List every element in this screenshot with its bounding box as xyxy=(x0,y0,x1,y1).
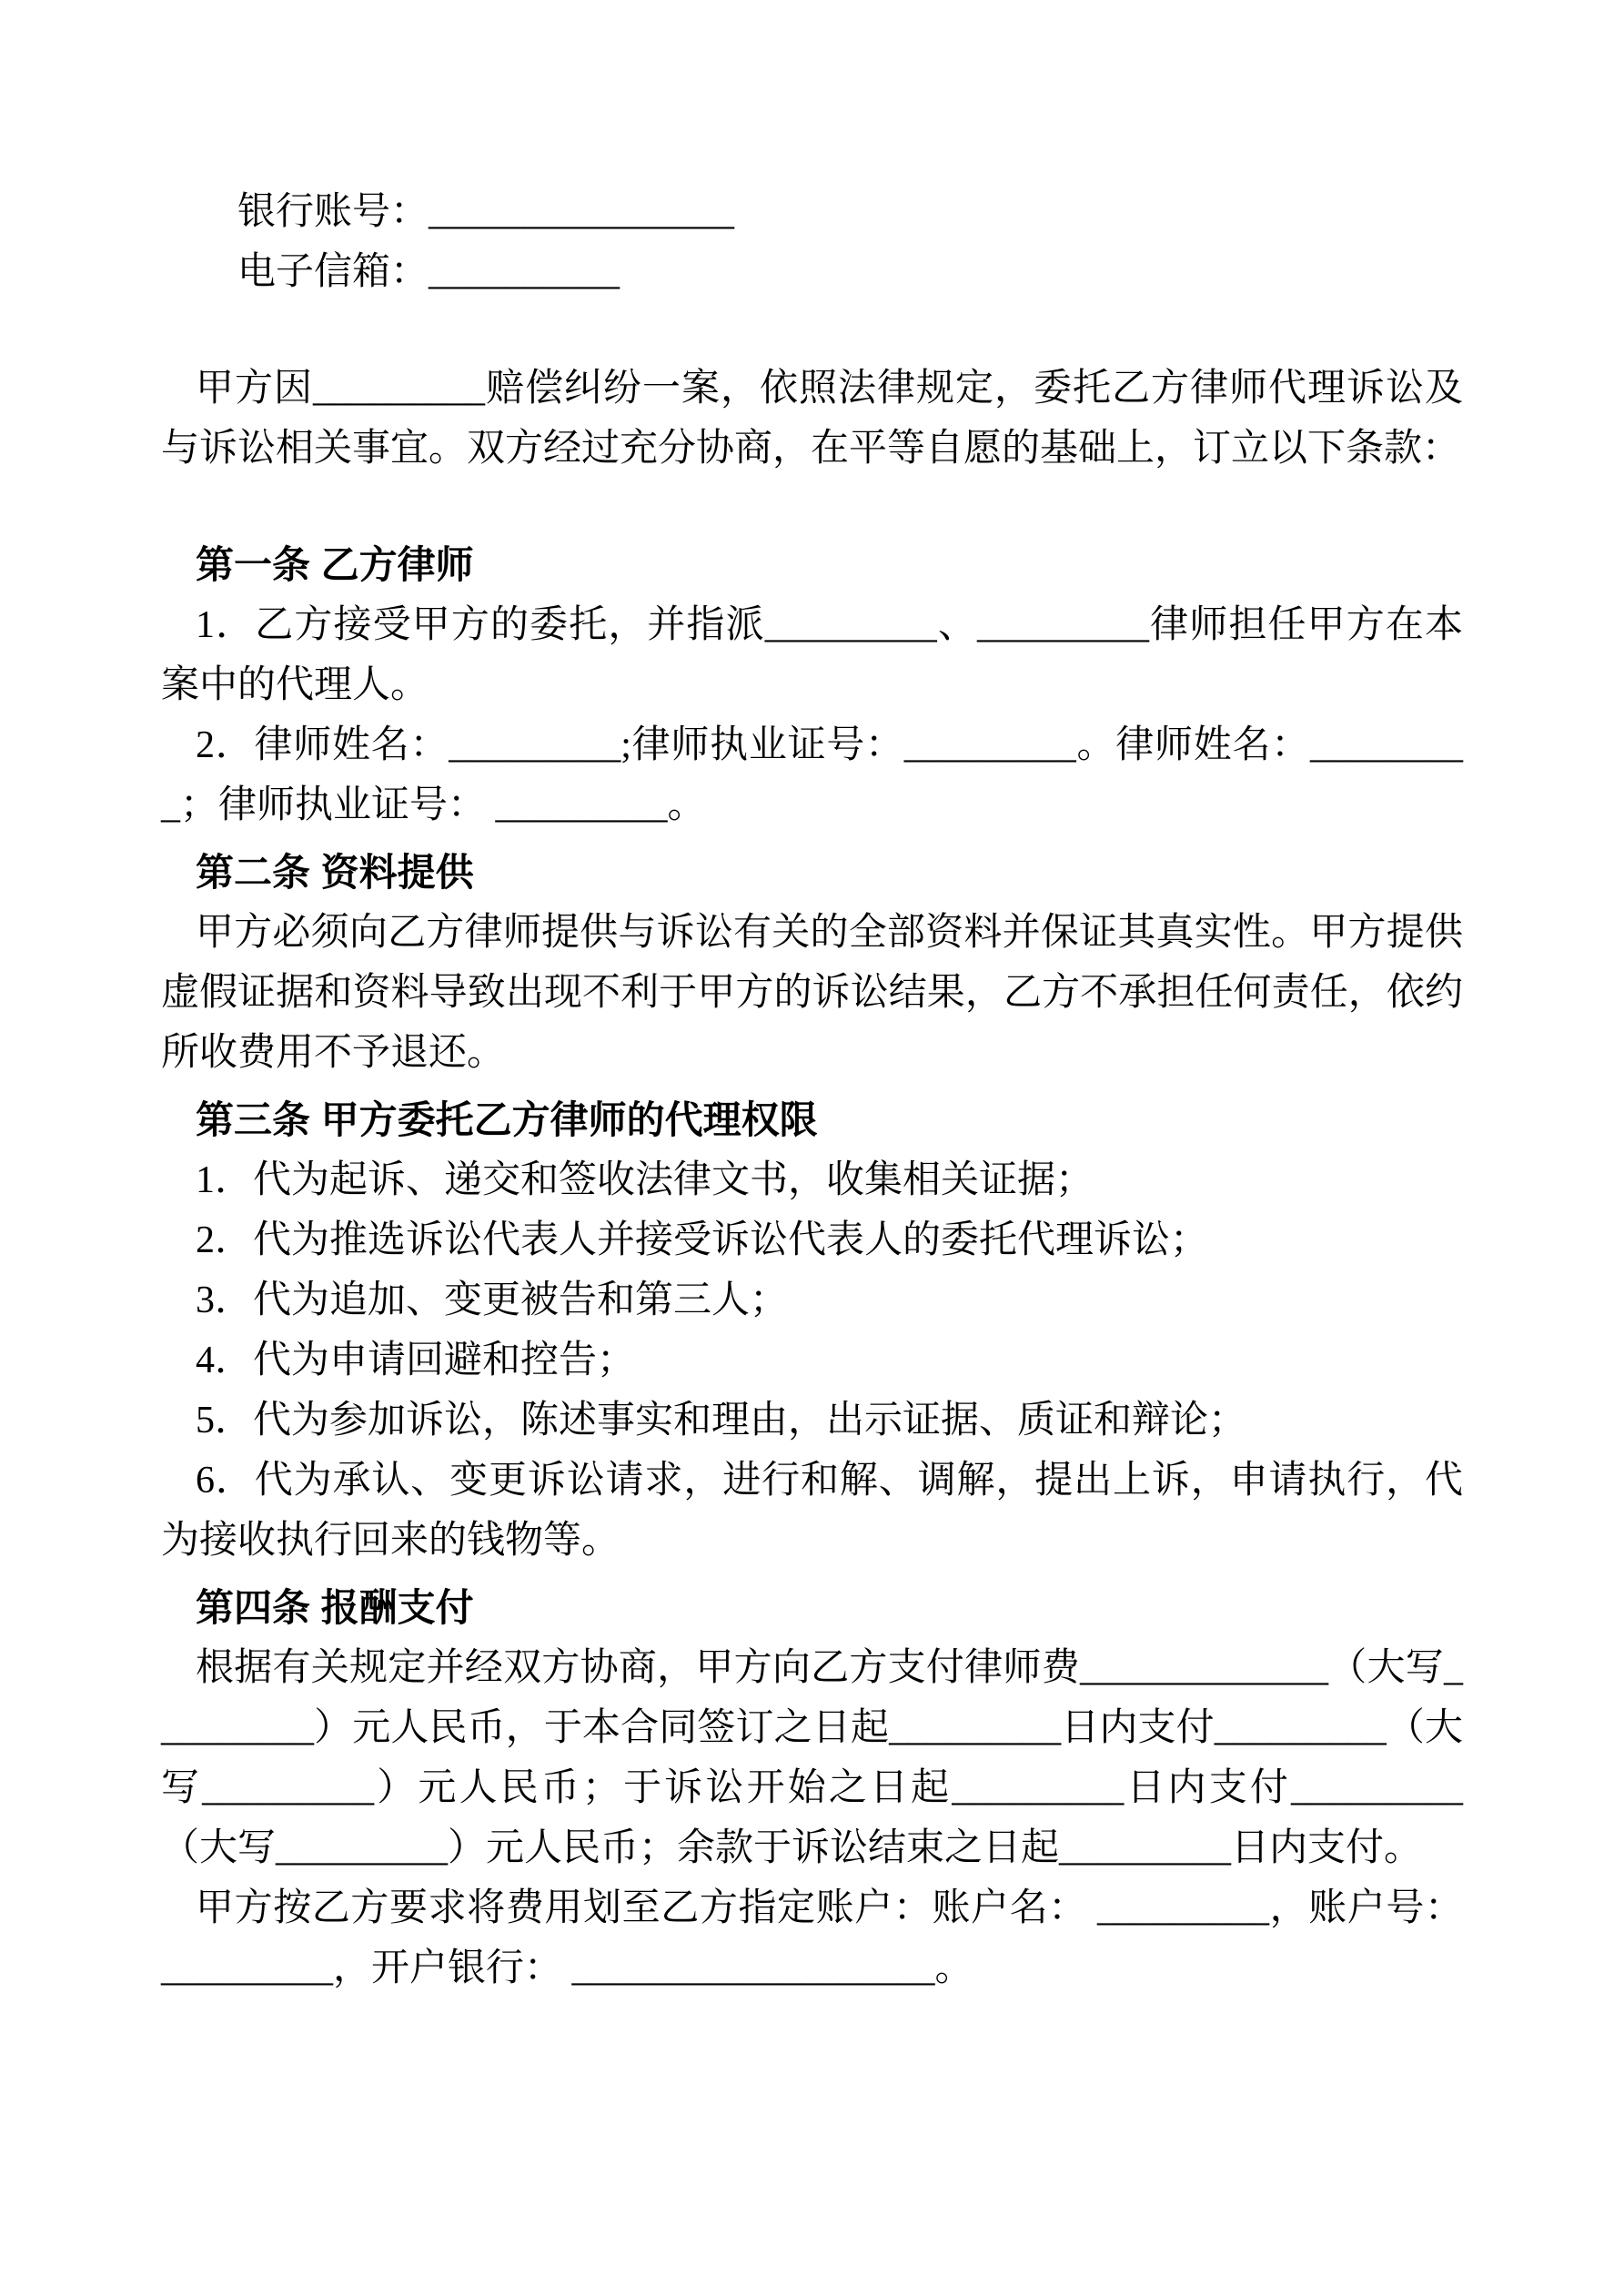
section-3-item-6: 6．代为承认、变更诉讼请求，进行和解、调解，提出上诉，申请执行，代为接收执行回来的钱物等。 xyxy=(161,1460,1463,1562)
section-1-heading: 第一条 乙方律师 xyxy=(196,543,474,586)
section-2-paragraph-1: 甲方必须向乙方律师提供与诉讼有关的全部资料并保证其真实性。甲方提供虚假证据和资料导致出现不利于甲方的诉讼结果，乙方不承担任何责任，依约所收费用不予退还。 xyxy=(161,912,1463,1074)
section-3-item-3: 3．代为追加、变更被告和第三人； xyxy=(196,1279,789,1321)
section-3-item-4: 4．代为申请回避和控告； xyxy=(196,1340,636,1381)
intro-paragraph: 甲方因_________赔偿纠纷一案，依照法律规定，委托乙方律师代理诉讼及与诉讼相关事宜。双方经过充分协商，在平等自愿的基础上，订立以下条款： xyxy=(161,368,1463,470)
section-4-heading: 第四条 报酬支付 xyxy=(196,1586,474,1629)
section-4-paragraph-2: 甲方按乙方要求将费用划至乙方指定账户：账户名： _________，账户号：_________，开户银行： ___________________。 xyxy=(161,1887,1463,1989)
section-1-paragraph-2: 2．律师姓名：_________;律师执业证号：_________。律师姓名：_________；律师执业证号： _________。 xyxy=(161,724,1463,826)
section-1-paragraph-1: 1．乙方接受甲方的委托，并指派_________、_________律师担任甲方在本案中的代理人。 xyxy=(161,604,1463,706)
section-3-item-2: 2．代为推选诉讼代表人并接受诉讼代表人的委托代理诉讼； xyxy=(196,1219,1209,1261)
section-4-paragraph-1: 根据有关规定并经双方协商，甲方向乙方支付律师费_____________（大写_________）元人民币，于本合同签订之日起_________日内支付_________（大写_________）元人民币；于诉讼开始之日起_________日内支付_________（大写_________）元人民币；余款于诉讼结束之日起_________日内支付。 xyxy=(161,1647,1463,1869)
bank-account-label: 银行账号： xyxy=(237,191,429,233)
bank-account-line xyxy=(161,182,1463,242)
section-3-heading: 第三条 甲方委托乙方律师的代理权限 xyxy=(196,1098,818,1141)
email-label: 电子信箱： xyxy=(237,251,429,293)
section-3-item-1: 1．代为起诉、递交和签收法律文书，收集相关证据； xyxy=(196,1159,1094,1201)
email-blank: __________ xyxy=(429,251,620,293)
bank-account-blank: ________________ xyxy=(429,191,735,233)
email-line xyxy=(161,242,1463,302)
section-2-heading: 第二条 资料提供 xyxy=(196,851,474,894)
section-3-item-5: 5．代为参加诉讼，陈述事实和理由，出示证据、质证和辩论； xyxy=(196,1400,1247,1441)
